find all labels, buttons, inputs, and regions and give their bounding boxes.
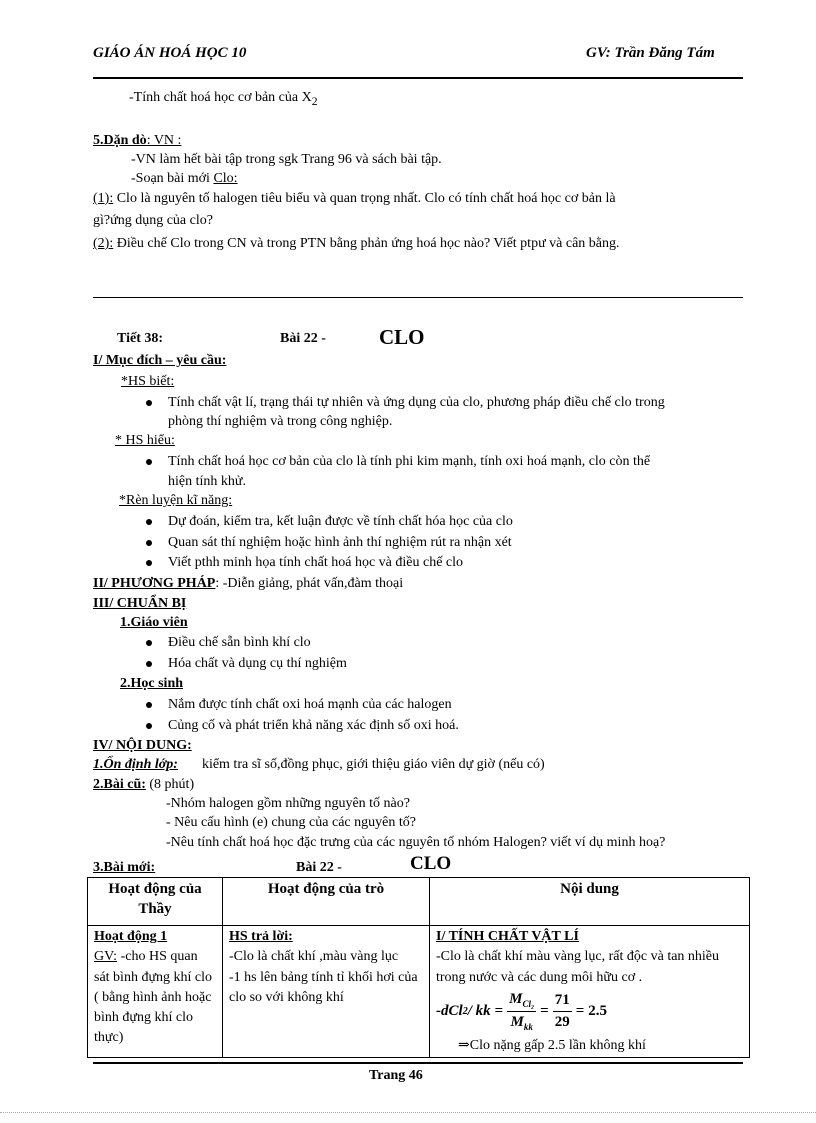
list-item: Củng cố và phát triển khả năng xác định số oxi hoá. [168,718,459,733]
sub-heading: * HS hiểu: [115,433,175,448]
footer-rule [93,1062,743,1064]
lesson-title: CLO [379,325,425,349]
density-formula: - dCl 2 / kk = $M_{Cl_2}$ $M_{kk}$ = $\frac{71}{29}$ = 2.5 [436,991,608,1033]
homework-heading: 5.Dặn dò: VN : [93,133,182,148]
bullet-icon [146,459,152,465]
bullet-icon [146,540,152,546]
old-lesson: 2.Bài cũ: (8 phút) [93,777,195,792]
list-item: Tính chất vật lí, trạng thái tự nhiên và ứng dụng của clo, phương pháp điều chế clo trong [168,395,665,410]
question-1-cont: gì?ứng dụng của clo? [93,213,213,228]
sub-heading: 1.Giáo viên [120,615,188,630]
cell-teacher [88,926,223,1058]
list-item: Quan sát thí nghiệm hoặc hình ảnh thí nghiệm rút ra nhận xét [168,535,512,550]
cell-content [430,926,750,1058]
bullet-icon [146,661,152,667]
question-2: (2): Điều chế Clo trong CN và trong PTN bằng phản ứng hoá học nào? Viết ptpư và cân bằng. [93,236,620,251]
list-item: Nắm được tính chất oxi hoá mạnh của các halogen [168,697,452,712]
bullet-icon [146,560,152,566]
page-number: Trang 46 [369,1068,423,1083]
table-header-row [88,878,750,926]
list-item: Tính chất hoá học cơ bản của clo là tính phi kim mạnh, tính oxi hoá mạnh, clo còn thể [168,454,651,469]
activity-table [87,877,750,1058]
bullet-icon [146,640,152,646]
lesson-title: CLO [410,853,452,874]
table-row [88,926,750,1058]
content-text: -Clo là chất khí màu vàng lục, rất độc và tan nhiều trong nước và các dung môi hữu cơ . [436,949,720,985]
page-edge [0,1112,816,1113]
lesson-bai: Bài 22 - [280,331,326,346]
lesson-bai: Bài 22 - [296,860,342,875]
header-rule [93,77,743,79]
header-author: GV: Trần Đăng Tám [586,45,715,61]
content-title: I/ TÍNH CHẤT VẬT LÍ [436,929,579,944]
new-lesson: 3.Bài mới: [93,860,156,875]
lesson-number: Tiết 38: [117,331,164,346]
list-item-cont: phòng thí nghiệm và trong công nghiệp. [168,414,393,429]
list-item: Dự đoán, kiểm tra, kết luận được về tính chất hóa học của clo [168,514,513,529]
student-text: -1 hs lên bảng tính tỉ khối hơi của clo so với không khí [229,969,418,1005]
header-content: Nội dung [430,878,750,926]
activity-text: GV: -cho HS quan sát bình đựng khí clo ( bằng hình ảnh hoặc bình đựng khí clo thực) [94,949,213,1046]
sub-heading: 2.Học sinh [120,676,184,691]
review-q: -Nhóm halogen gồm những nguyên tố nào? [166,796,410,811]
header-teacher: Hoạt động của Thầy [88,878,223,926]
review-q: - Nêu cấu hình (e) chung của các nguyên tố? [166,815,416,830]
sub-heading: *HS biết: [121,374,175,389]
text-line: -Tính chất hoá học cơ bản của $X_2$ [129,90,318,108]
list-item: Viết pthh minh họa tính chất hoá học và điều chế clo [168,555,464,570]
header-student: Hoạt động của trò [223,878,430,926]
student-text: -Clo là chất khí ,màu vàng lục [229,949,399,965]
list-item: Hóa chất và dụng cụ thí nghiệm [168,656,347,671]
header-title: GIÁO ÁN HOÁ HỌC 10 [93,45,247,61]
bullet-icon [146,519,152,525]
section-rule [93,297,743,298]
bullet-icon [146,723,152,729]
section-method: II/ PHƯƠNG PHÁP: -Diễn giảng, phát vấn,đàm thoại [93,576,404,591]
section-objectives: I/ Mục đích – yêu cầu: [93,353,227,368]
list-item-cont: hiện tính khử. [168,474,246,489]
sub-heading: *Rèn luyện kĩ năng: [119,493,233,508]
bullet-icon [146,702,152,708]
bullet-icon [146,400,152,406]
class-check: 1.Ổn định lớp: kiểm tra sĩ số,đồng phục, giới thiệu giáo viên dự giờ (nếu có) [93,757,545,772]
question-1: (1): Clo là nguyên tố halogen tiêu biểu và quan trọng nhất. Clo có tính chất hoá học cơ bản là [93,191,616,206]
content-conclusion: ⇒Clo nặng gấp 2.5 lần không khí [458,1037,646,1053]
student-title: HS trả lời: [229,929,293,944]
cell-student [223,926,430,1058]
activity-title: Hoạt động 1 [94,929,168,944]
homework-line: -Soạn bài mới Clo: [131,171,238,186]
list-item: Điều chế sẵn bình khí clo [168,635,311,650]
review-q: -Nêu tính chất hoá học đặc trưng của các nguyên tố nhóm Halogen? viết ví dụ minh hoạ? [166,835,666,850]
section-content: IV/ NỘI DUNG: [93,738,192,753]
homework-line: -VN làm hết bài tập trong sgk Trang 96 và sách bài tập. [131,152,442,167]
section-prep: III/ CHUẨN BỊ [93,596,187,611]
